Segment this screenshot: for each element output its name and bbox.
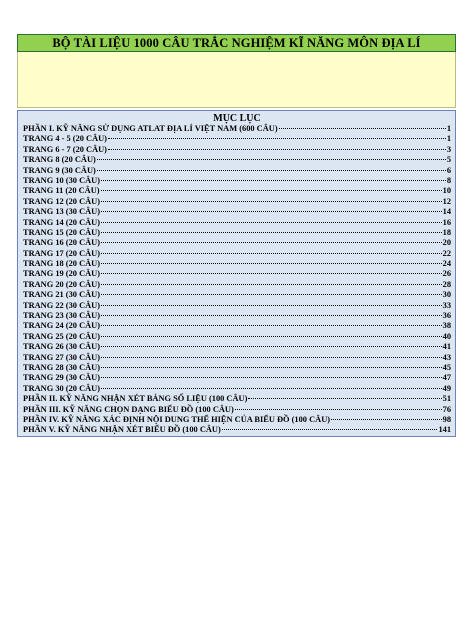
toc-entry[interactable]	[23, 228, 451, 238]
toc-entry[interactable]	[23, 124, 451, 134]
toc-entry-label: TRANG 18 (20 CÂU)	[23, 259, 100, 269]
toc-entry-label: PHẦN V. KỸ NĂNG NHẬN XÉT BIỂU ĐỒ (100 CÂU)	[23, 425, 221, 435]
toc-entry-page-number: 1	[446, 124, 451, 133]
toc-entry-label: TRANG 12 (20 CÂU)	[23, 196, 100, 206]
toc-entry-label: TRANG 17 (20 CÂU)	[23, 248, 100, 258]
toc-entry-page-number: 24	[442, 259, 451, 269]
toc-dot-leader	[101, 201, 442, 202]
toc-entry-label: TRANG 23 (30 CÂU)	[23, 311, 100, 321]
toc-entry[interactable]	[23, 186, 451, 196]
toc-entry-page-number: 1	[446, 134, 451, 144]
toc-entry[interactable]	[23, 321, 451, 331]
toc-entry-page-number: 28	[442, 279, 451, 289]
toc-entry-page-number: 5	[446, 155, 451, 165]
toc-entry[interactable]	[23, 394, 451, 404]
toc-entry[interactable]	[23, 155, 451, 165]
toc-entry-label: TRANG 11 (20 CÂU)	[23, 186, 100, 196]
toc-entry-page-number: 49	[442, 383, 451, 393]
toc-dot-leader	[101, 190, 442, 191]
toc-dot-leader	[101, 305, 442, 306]
toc-entry[interactable]	[23, 384, 451, 394]
toc-dot-leader	[331, 419, 442, 420]
toc-entry-page-number: 40	[442, 331, 451, 341]
toc-entry-label: PHẦN IV. KỸ NĂNG XÁC ĐỊNH NỘI DUNG THỂ HIỆN CỦA BIỂU ĐỒ (100 CÂU)	[23, 414, 331, 424]
toc-heading: MỤC LỤC	[213, 113, 261, 124]
toc-entry-page-number: 141	[438, 425, 451, 435]
toc-entry-label: TRANG 14 (20 CÂU)	[23, 217, 100, 227]
toc-dot-leader	[222, 429, 438, 430]
toc-entry[interactable]	[23, 207, 451, 217]
toc-entry-label: PHẦN II. KỸ NĂNG NHẬN XÉT BẢNG SỐ LIỆU (100 CÂU)	[23, 394, 248, 404]
toc-entry-page-number: 30	[442, 290, 451, 300]
toc-entry[interactable]	[23, 353, 451, 363]
toc-entry-label: TRANG 27 (30 CÂU)	[23, 352, 100, 362]
toc-entry-page-number: 3	[446, 144, 451, 154]
toc-entry-label: TRANG 20 (20 CÂU)	[23, 279, 100, 289]
toc-entry[interactable]	[23, 166, 451, 176]
document-title-banner	[17, 34, 456, 52]
toc-entry[interactable]	[23, 301, 451, 311]
toc-entry-label: TRANG 21 (30 CÂU)	[23, 290, 100, 300]
toc-entry-page-number: 10	[442, 186, 451, 196]
toc-entry-label: TRANG 8 (20 CÂU)	[23, 155, 96, 165]
toc-dot-leader	[279, 128, 446, 129]
toc-dot-leader	[101, 294, 442, 295]
toc-entry-page-number: 12	[442, 196, 451, 206]
toc-dot-leader	[101, 336, 442, 337]
toc-entry-label: TRANG 4 - 5 (20 CÂU)	[23, 134, 107, 144]
toc-dot-leader	[101, 211, 442, 212]
toc-entry-label: TRANG 29 (30 CÂU)	[23, 373, 100, 383]
toc-entry-label: TRANG 26 (30 CÂU)	[23, 342, 100, 352]
toc-dot-leader	[101, 284, 442, 285]
toc-list	[23, 124, 451, 436]
toc-entry[interactable]	[23, 197, 451, 207]
toc-entry[interactable]	[23, 373, 451, 383]
toc-dot-leader	[101, 388, 442, 389]
toc-entry-page-number: 6	[446, 165, 451, 175]
toc-entry-label: TRANG 13 (30 CÂU)	[23, 207, 100, 217]
toc-dot-leader	[248, 398, 441, 399]
toc-entry-label: TRANG 30 (20 CÂU)	[23, 383, 100, 393]
toc-entry[interactable]	[23, 363, 451, 373]
toc-entry[interactable]	[23, 249, 451, 259]
toc-dot-leader	[97, 159, 446, 160]
toc-entry-label: TRANG 15 (20 CÂU)	[23, 227, 100, 237]
document-title: BỘ TÀI LIỆU 1000 CÂU TRẮC NGHIỆM KĨ NĂNG MÔN ĐỊA LÍ	[52, 35, 421, 50]
toc-entry-page-number: 47	[442, 373, 451, 383]
blank-banner-area	[17, 52, 456, 108]
toc-entry-page-number: 20	[442, 238, 451, 248]
toc-entry-page-number: 51	[442, 394, 451, 404]
toc-entry[interactable]	[23, 415, 451, 425]
toc-entry-label: TRANG 25 (20 CÂU)	[23, 331, 100, 341]
toc-entry[interactable]	[23, 145, 451, 155]
toc-entry-label: TRANG 22 (30 CÂU)	[23, 300, 100, 310]
toc-dot-leader	[108, 138, 446, 139]
toc-entry[interactable]	[23, 311, 451, 321]
toc-dot-leader	[97, 170, 446, 171]
toc-dot-leader	[101, 357, 442, 358]
toc-entry-label: TRANG 16 (20 CÂU)	[23, 238, 100, 248]
toc-entry[interactable]	[23, 342, 451, 352]
toc-entry-page-number: 43	[442, 352, 451, 362]
toc-entry-label: TRANG 19 (20 CÂU)	[23, 269, 100, 279]
toc-entry[interactable]	[23, 405, 451, 415]
toc-dot-leader	[101, 315, 442, 316]
toc-dot-leader	[101, 263, 442, 264]
toc-entry-label: TRANG 6 - 7 (20 CÂU)	[23, 144, 107, 154]
table-of-contents	[17, 110, 456, 437]
toc-entry[interactable]	[23, 290, 451, 300]
toc-entry[interactable]	[23, 332, 451, 342]
toc-entry[interactable]	[23, 269, 451, 279]
toc-entry-label: TRANG 28 (30 CÂU)	[23, 362, 100, 372]
toc-dot-leader	[101, 273, 442, 274]
toc-entry-page-number: 14	[442, 207, 451, 217]
toc-entry-label: TRANG 9 (30 CÂU)	[23, 165, 96, 175]
toc-dot-leader	[101, 367, 442, 368]
toc-entry-page-number: 45	[442, 362, 451, 372]
toc-entry-label: PHẦN III. KỸ NĂNG CHỌN DẠNG BIỂU ĐỒ (100 CÂU)	[23, 404, 234, 414]
toc-entry-page-number: 33	[442, 300, 451, 310]
toc-dot-leader	[101, 377, 442, 378]
toc-entry-page-number: 38	[442, 321, 451, 331]
toc-dot-leader	[101, 346, 442, 347]
toc-dot-leader	[235, 409, 442, 410]
toc-dot-leader	[101, 325, 442, 326]
toc-entry-page-number: 98	[442, 414, 451, 424]
toc-entry[interactable]	[23, 280, 451, 290]
toc-entry-page-number: 8	[446, 175, 451, 185]
toc-entry[interactable]	[23, 134, 451, 144]
toc-dot-leader	[101, 242, 442, 243]
toc-entry[interactable]	[23, 176, 451, 186]
toc-entry-page-number: 22	[442, 248, 451, 258]
toc-dot-leader	[101, 180, 446, 181]
toc-entry-label: TRANG 24 (20 CÂU)	[23, 321, 100, 331]
toc-dot-leader	[108, 149, 446, 150]
toc-entry[interactable]	[23, 238, 451, 248]
toc-entry-page-number: 41	[442, 342, 451, 352]
toc-entry[interactable]	[23, 218, 451, 228]
toc-dot-leader	[101, 222, 442, 223]
toc-entry-page-number: 18	[442, 227, 451, 237]
toc-dot-leader	[101, 232, 442, 233]
toc-entry-page-number: 26	[442, 269, 451, 279]
toc-entry-label: PHẦN I. KỸ NĂNG SỬ DỤNG ATLAT ĐỊA LÍ VIỆT NAM (600 CÂU)	[23, 124, 278, 133]
toc-dot-leader	[101, 253, 442, 254]
toc-entry-page-number: 76	[442, 404, 451, 414]
toc-entry-label: TRANG 10 (30 CÂU)	[23, 175, 100, 185]
toc-entry[interactable]	[23, 259, 451, 269]
toc-entry[interactable]	[23, 425, 451, 435]
toc-entry-page-number: 36	[442, 311, 451, 321]
toc-entry-page-number: 16	[442, 217, 451, 227]
